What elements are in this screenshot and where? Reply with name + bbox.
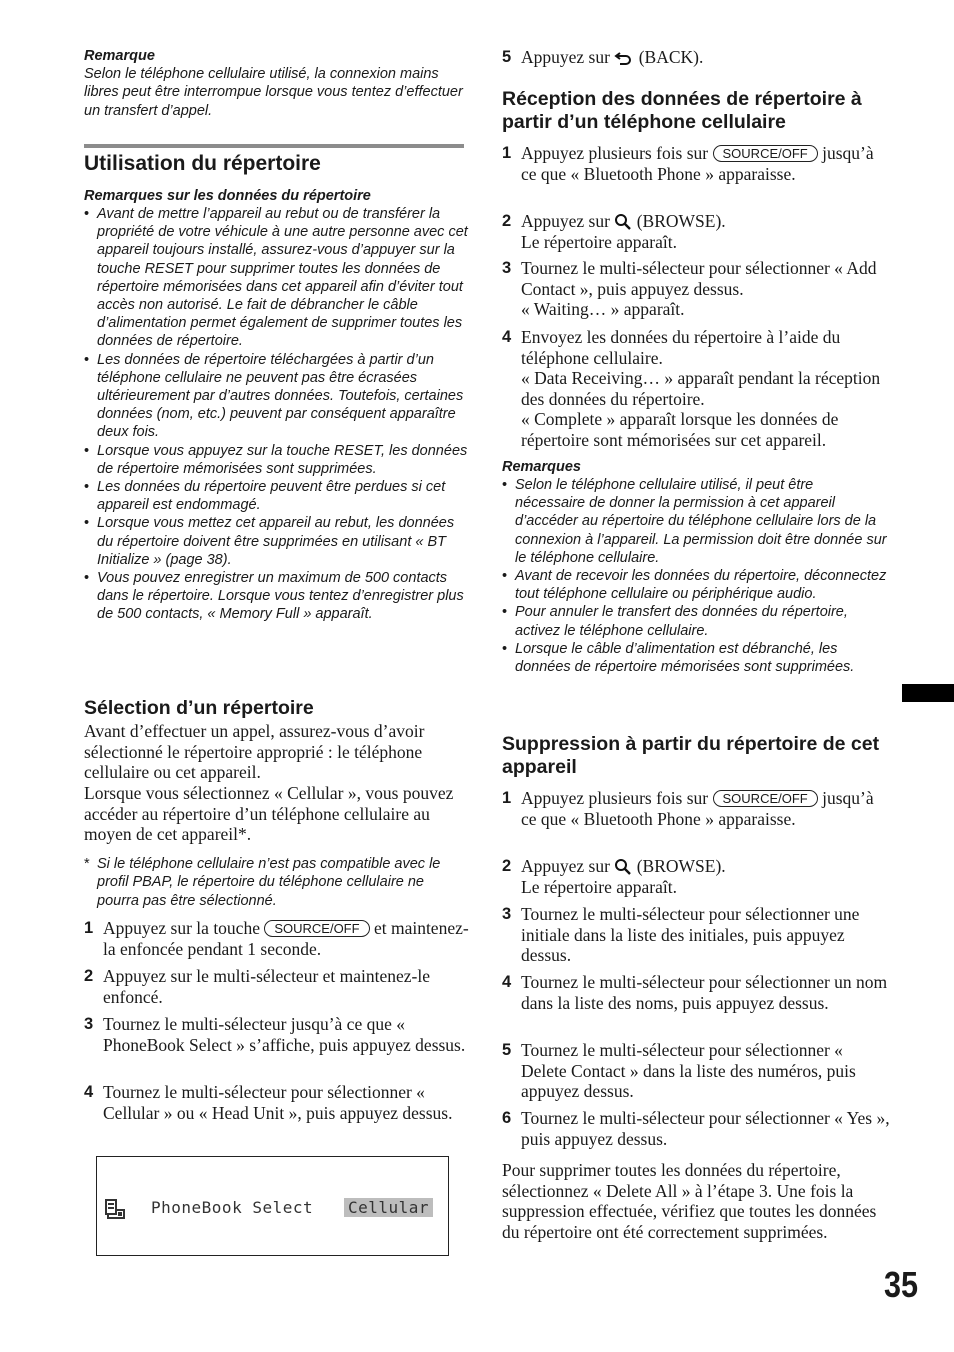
step-text: Appuyez plusieurs fois sur [521, 143, 713, 163]
step-number: 6 [502, 1109, 512, 1127]
remark-text: Selon le téléphone cellulaire utilisé, la connexion mains libres peut être interrompue lorsque vous tentez d’effectuer un transfert d’appel. [84, 66, 463, 119]
search-icon [614, 213, 632, 230]
step-number: 1 [502, 144, 512, 162]
list-item: • Les données de répertoire téléchargées à partir d’un téléphone cellulaire ne peuvent pas être écrasées ultérieurement par d’autres données. Toutefois, certaines données (nom, etc.) peuvent par conséquent apparaître deux fois. [84, 351, 469, 442]
step-text: Le répertoire apparaît. [521, 231, 677, 252]
list-item: • Lorsque vous appuyez sur la touche RESET, les données de répertoire mémorisées sont supprimées. [84, 442, 469, 478]
step-text: Appuyez plusieurs fois sur [521, 788, 713, 808]
receive-notes-list [502, 476, 887, 676]
step-text: Tournez le multi-sélecteur pour sélectionner une initiale dans la liste des initiales, puis appuyez dessus. [521, 904, 860, 965]
step-number: 1 [502, 789, 512, 807]
step-text: Appuyez sur [521, 211, 615, 231]
step-number: 2 [502, 212, 512, 230]
step-text: Tournez le multi-sélecteur pour sélectionner « Yes », puis appuyez dessus. [521, 1108, 890, 1149]
receive-notes-heading: Remarques [502, 459, 581, 475]
delete-step-3 [502, 904, 892, 966]
step-number: 4 [84, 1083, 94, 1101]
lcd-label: PhoneBook Select [151, 1198, 314, 1217]
step-text: Appuyez sur la touche [103, 918, 265, 938]
list-item: • Lorsque vous mettez cet appareil au rebut, les données du répertoire doivent être supprimées en utilisant « BT Initialize » (page 38). [84, 514, 469, 569]
delete-step-2 [502, 856, 892, 897]
step-3 [84, 1014, 469, 1055]
remark-heading: Remarque [84, 48, 155, 64]
receive-step-2 [502, 211, 892, 252]
receive-step-3 [502, 258, 892, 320]
source-off-button: SOURCE/OFF [713, 790, 818, 807]
list-item: • Pour annuler le transfert des données du répertoire, activez le téléphone cellulaire. [502, 603, 887, 639]
list-item: • Avant de mettre l’appareil au rebut ou de transférer la propriété de votre véhicule à une autre personne avec cet appareil toujours installé, assurez-vous d’appuyer sur la touche RESET pour supprimer toutes les données de répertoire mémorisées dans cet appareil afin d’éviter tout accès non autorisé. Le fait de débrancher le câble d’alimentation permet également de supprimer toutes les données de répertoire. [84, 205, 469, 351]
page-number: 35 [884, 1264, 919, 1305]
step-number: 3 [84, 1015, 94, 1033]
list-item: • Avant de recevoir les données du répertoire, déconnectez tout téléphone cellulaire ou périphérique audio. [502, 567, 887, 603]
step-text: Appuyez sur [521, 856, 615, 876]
step-4 [84, 1082, 469, 1123]
list-item: • Selon le téléphone cellulaire utilisé, il peut être nécessaire de donner la permission à cet appareil d’accéder au répertoire du téléphone cellulaire lors de la connexion à l’appareil. La permission doit être donnée sur le téléphone cellulaire. [502, 476, 887, 567]
step-number: 2 [84, 967, 94, 985]
receive-step-1 [502, 143, 892, 184]
delete-step-1 [502, 788, 892, 829]
source-off-button: SOURCE/OFF [713, 145, 818, 162]
section-title-receive: Réception des données de répertoire à partir d’un téléphone cellulaire [502, 88, 862, 133]
step-number: 2 [502, 857, 512, 875]
search-icon [614, 858, 632, 875]
phone-book-icon [104, 1198, 130, 1222]
footnote-mark: * [84, 856, 90, 872]
step-number: 3 [502, 905, 512, 923]
section-rule [84, 144, 464, 148]
step-number: 1 [84, 919, 94, 937]
step-number: 4 [502, 328, 512, 346]
receive-step-4 [502, 327, 892, 450]
step-text: Tournez le multi-sélecteur pour sélectionner un nom dans la liste des noms, puis appuyez dessus. [521, 972, 888, 1013]
delete-step-4 [502, 972, 892, 1013]
step-text: Tournez le multi-sélecteur pour sélectionner « Cellular » ou « Head Unit », puis appuyez dessus. [103, 1082, 453, 1123]
step-number: 5 [502, 1041, 512, 1059]
step-number: 3 [502, 259, 512, 277]
step-1 [84, 918, 469, 959]
lcd-selected-value [344, 1199, 433, 1217]
list-item: • Lorsque le câble d’alimentation est débranché, les données de répertoire mémorisées sont supprimées. [502, 640, 887, 676]
footnote-text: Si le téléphone cellulaire n’est pas compatible avec le profil PBAP, le répertoire du téléphone cellulaire ne pourra pas être sélectionné. [97, 856, 441, 909]
list-item: • Vous pouvez enregistrer un maximum de 500 contacts dans le répertoire. Lorsque vous tentez d’enregistrer plus de 500 contacts, « Memory Full » apparaît. [84, 569, 469, 624]
intro-paragraph-2: Lorsque vous sélectionnez « Cellular », vous pouvez accéder au répertoire d’un téléphone cellulaire au moyen de cet appareil*. [84, 783, 454, 844]
step-text: jusqu’à ce que « Bluetooth Phone » apparaisse. [521, 143, 874, 184]
step-text: « Data Receiving… » apparaît pendant la réception des données du répertoire. [521, 368, 881, 409]
step-text: et maintenez-la enfoncée pendant 1 seconde. [103, 918, 469, 959]
step-text: (BROWSE). [632, 856, 726, 876]
subsection-title-select: Sélection d’un répertoire [84, 697, 314, 719]
phonebook-notes-list [84, 205, 469, 624]
delete-step-5 [502, 1040, 892, 1102]
step-text: « Complete » apparaît lorsque les données de répertoire sont mémorisées sur cet appareil. [521, 409, 839, 450]
closing-paragraph: Pour supprimer toutes les données du répertoire, sélectionnez « Delete All » à l’étape 3. Une fois la suppression effectuée, vérifiez que toutes les données du répertoire ont été correctement supprimées. [502, 1160, 877, 1242]
lcd-value: Cellular [344, 1198, 433, 1217]
phonebook-notes-heading: Remarques sur les données du répertoire [84, 188, 371, 204]
delete-step-6 [502, 1108, 892, 1149]
step-text: Tournez le multi-sélecteur pour sélectionner « Delete Contact » dans la liste des numéros, puis appuyez dessus. [521, 1040, 856, 1101]
step-text: (BROWSE). [632, 211, 726, 231]
step-number: 4 [502, 973, 512, 991]
step-text: Appuyez sur le multi-sélecteur et maintenez-le enfoncé. [103, 966, 431, 1007]
step-text: (BACK). [634, 47, 704, 67]
step-5-back [502, 47, 892, 68]
list-item: • Les données du répertoire peuvent être perdues si cet appareil est endommagé. [84, 478, 469, 514]
step-text: Tournez le multi-sélecteur pour sélectionner « Add Contact », puis appuyez dessus. [521, 258, 877, 299]
back-arrow-icon [614, 50, 634, 66]
source-off-button: SOURCE/OFF [264, 920, 369, 937]
step-text: Le répertoire apparaît. [521, 876, 677, 897]
chapter-tab [902, 684, 954, 702]
section-title-delete: Suppression à partir du répertoire de cet appareil [502, 733, 880, 778]
step-text: Envoyez les données du répertoire à l’aide du téléphone cellulaire. [521, 327, 841, 368]
step-text: « Waiting… » apparaît. [521, 299, 685, 319]
step-number: 5 [502, 48, 512, 66]
step-text: Appuyez sur [521, 47, 615, 67]
intro-paragraph-1: Avant d’effectuer un appel, assurez-vous d’avoir sélectionné le répertoire approprié : le téléphone cellulaire ou cet appareil. [84, 721, 425, 782]
step-text: Tournez le multi-sélecteur jusqu’à ce que « PhoneBook Select » s’affiche, puis appuyez dessus. [103, 1014, 466, 1055]
step-text: jusqu’à ce que « Bluetooth Phone » apparaisse. [521, 788, 874, 829]
section-title-phonebook: Utilisation du répertoire [84, 152, 321, 175]
step-2 [84, 966, 469, 1007]
